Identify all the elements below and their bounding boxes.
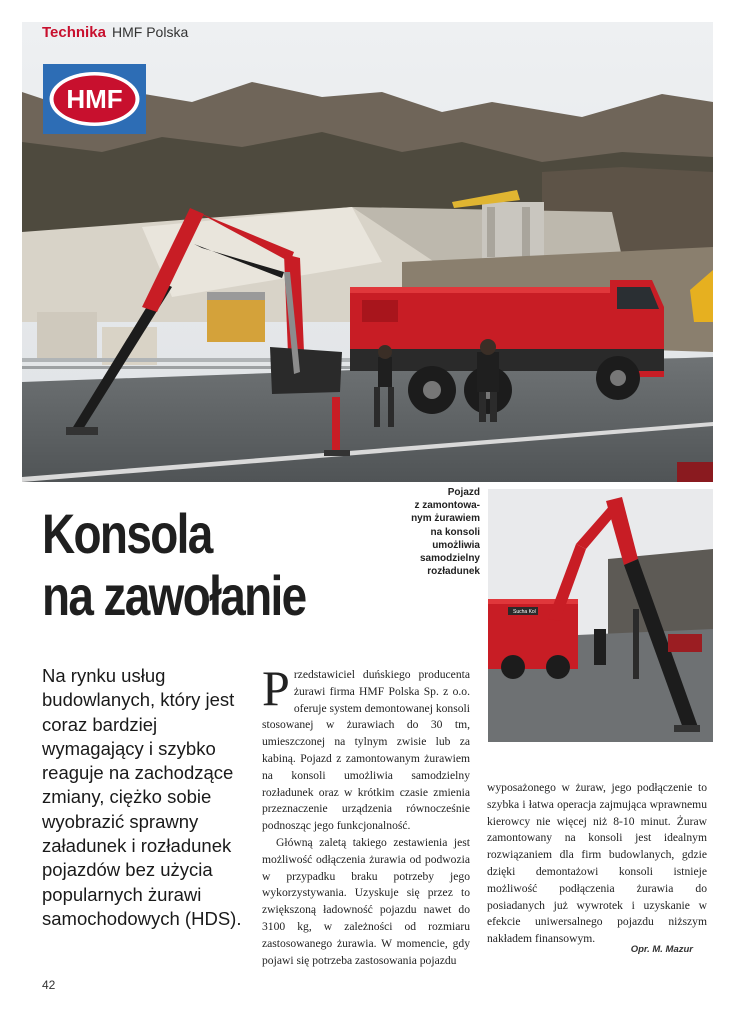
body-paragraph-1: rzedstawiciel duńskiego producenta żurawi firma HMF Polska Sp. z o.o. oferuje system demontowanej konsoli stosowanej w żurawiach do 30 tm, umieszczonej na tylnym zwisie lub za kabiną. Pojazd z zamontowanym żurawiem na konsoli umożliwia samodzielny rozładunek oraz w krótkim czasie zmienia przeznaczenie urządzenia równocześnie podnosząc jego funkcjonalność.: [262, 668, 470, 833]
lead-paragraph: Na rynku usług budowlanych, który jest coraz bardziej wymagający i szybko reaguje na zachodzące zmiany, ciężko sobie wyobrazić sprawny załadunek i rozładunek pojazdów bez użycia popularnych żurawi samochodowych (HDS).: [42, 665, 242, 929]
truck-plate-text: Sucha Kol: [513, 609, 536, 615]
body-column-2: [487, 780, 707, 948]
headline: [42, 503, 354, 627]
hmf-logo: [43, 64, 146, 134]
page-number: 42: [42, 978, 56, 992]
crane-detail-scene: [488, 489, 713, 742]
company-label: HMF Polska: [112, 24, 189, 40]
caption-line: z zamontowa-: [414, 500, 480, 512]
drop-cap: P: [262, 660, 290, 716]
caption-line: Pojazd: [447, 487, 480, 498]
body-paragraph-2: Główną zaletą takiego zestawienia jest możliwość odłączenia żurawia od podwozia w przypadku braku potrzeby jego wykorzystywania. Uzyskuje się przez to zwiększoną ładowność pojazdu nawet do 3100 kg, w zależności od rozmiaru zastosowanego żurawia. W momencie, gdy pojawi się potrzeba zastosowania pojazdu: [262, 835, 470, 967]
caption-line: na konsoli: [430, 526, 480, 538]
side-photo: [488, 489, 713, 742]
caption-line: samodzielny: [419, 553, 480, 565]
caption-line: nym żurawiem: [411, 513, 480, 525]
body-paragraph-3: wyposażonego w żuraw, jego podłączenie to szybka i łatwa operacja zajmująca wprawnemu kierowcy nie więcej niż 8-10 minut. Żuraw zamontowany na konsoli jest idealnym rozwiązaniem dla firm budowlanych, gdzie dzięki demontażowi konsoli istnieje możliwość podłączenia żurawia do posiadanych już wywrotek i uzyskanie w efekcie uniwersalnego pojazdu niższym nakładem finansowym.: [487, 781, 707, 946]
author-credit: Opr. M. Mazur: [630, 944, 693, 955]
photo-caption: [370, 486, 480, 578]
headline-line-2: na zawołanie: [42, 564, 306, 627]
headline-line-1: Konsola: [42, 502, 212, 565]
caption-line: rozładunek: [427, 566, 480, 578]
section-label: Technika: [42, 24, 106, 41]
hmf-logo-text: HMF: [66, 84, 123, 114]
caption-line: umożliwia: [432, 539, 480, 551]
body-column-1: [262, 660, 470, 969]
hmf-logo-mark: [43, 64, 146, 134]
